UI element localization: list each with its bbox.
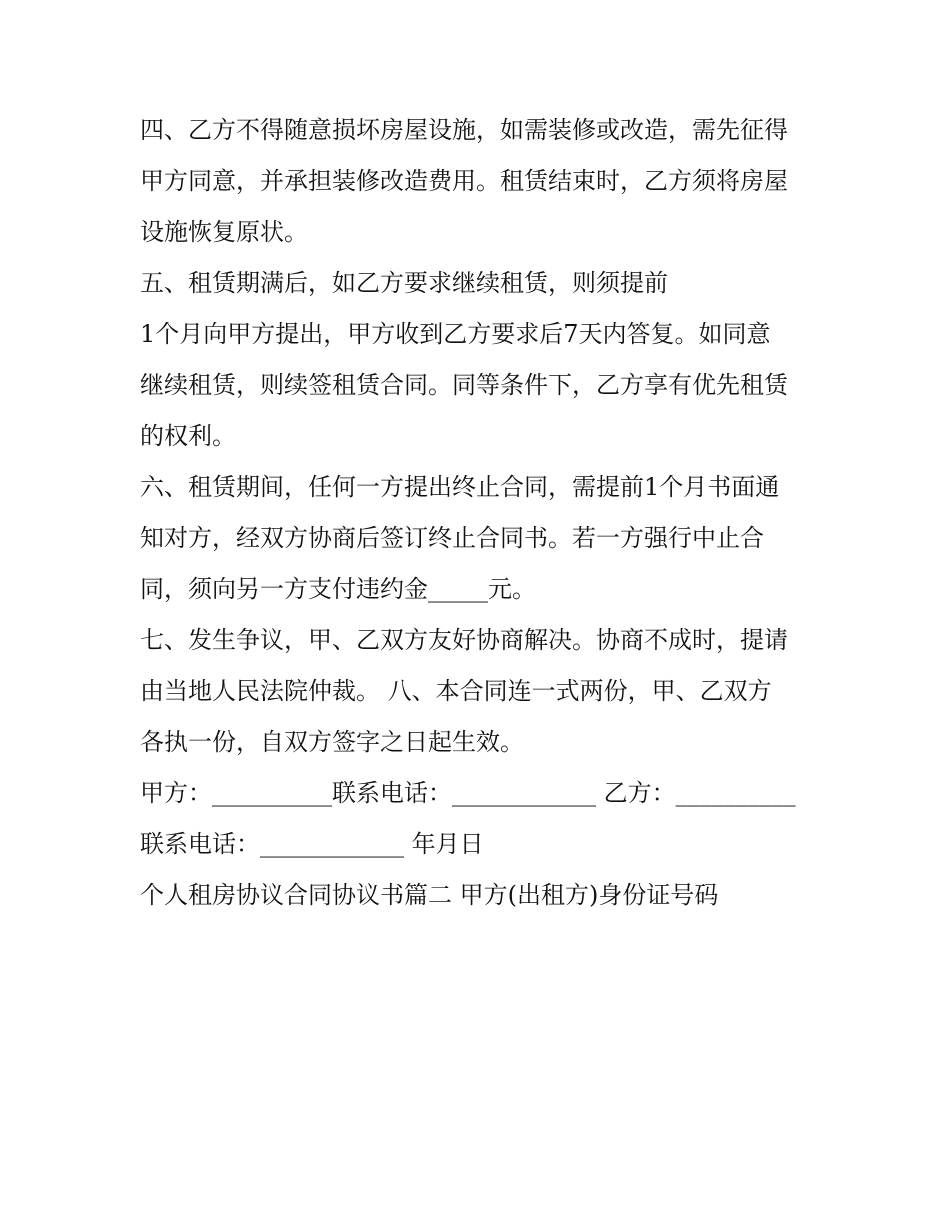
text-line-15: 联系电话：____________ 年月日 <box>140 830 484 858</box>
text-line-11: 七、发生争议，甲、乙双方友好协商解决。协商不成时，提请 <box>140 626 788 654</box>
contract-body-text <box>140 108 820 924</box>
text-line-5: 1个月向甲方提出，甲方收到乙方要求后7天内答复。如同意 <box>140 320 771 348</box>
text-line-7: 的权利。 <box>140 422 236 450</box>
text-line-2: 甲方同意，并承担装修改造费用。租赁结束时，乙方须将房屋 <box>140 167 788 195</box>
text-line-16: 个人租房协议合同协议书篇二 甲方(出租方)身份证号码 <box>140 881 719 909</box>
text-line-12: 由当地人民法院仲裁。 八、本合同连一式两份，甲、乙双方 <box>140 677 772 705</box>
text-line-10: 同，须向另一方支付违约金_____元。 <box>140 575 536 603</box>
text-line-13: 各执一份，自双方签字之日起生效。 <box>140 728 524 756</box>
text-line-4: 五、租赁期满后，如乙方要求继续租赁，则须提前 <box>140 269 668 297</box>
text-line-8: 六、租赁期间，任何一方提出终止合同，需提前1个月书面通 <box>140 473 780 501</box>
text-line-6: 继续租赁，则续签租赁合同。同等条件下，乙方享有优先租赁 <box>140 371 788 399</box>
text-line-9: 知对方，经双方协商后签订终止合同书。若一方强行中止合 <box>140 524 764 552</box>
text-line-14: 甲方：__________联系电话：____________ 乙方：__________ <box>140 779 796 807</box>
text-line-1: 四、乙方不得随意损坏房屋设施，如需装修或改造，需先征得 <box>140 116 788 144</box>
text-line-3: 设施恢复原状。 <box>140 218 308 246</box>
